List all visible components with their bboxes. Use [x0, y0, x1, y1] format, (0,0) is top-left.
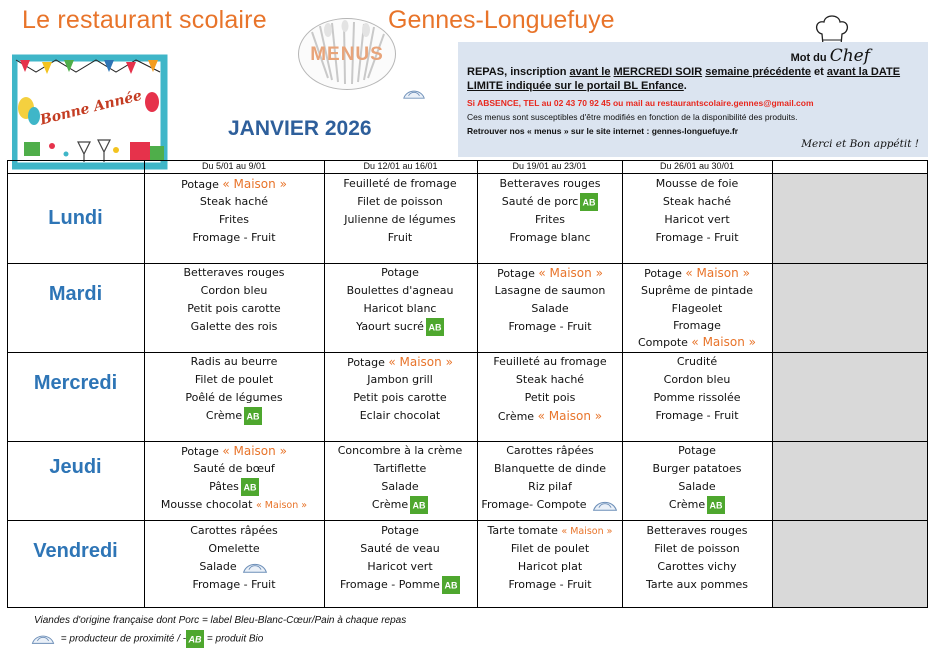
dish-line: Crème AB	[159, 407, 309, 425]
maison-tag: « Maison »	[538, 266, 603, 280]
reg-part-underlined: semaine précédente	[705, 66, 811, 78]
maison-tag: « Maison »	[537, 409, 603, 423]
dish-line: Boulettes d'agneau	[346, 284, 454, 297]
dish-line: Potage « Maison »	[181, 177, 287, 191]
grid-line	[772, 160, 773, 608]
day-jeudi: Jeudi	[49, 456, 102, 478]
local-producer-icon	[403, 87, 425, 100]
grid-line	[7, 607, 928, 608]
menu-vendredi-w4	[622, 522, 772, 594]
dish-line: Fromage - Pomme AB	[325, 576, 475, 594]
dish-line: Compote « Maison »	[638, 335, 756, 349]
dish-line: Sauté de veau	[360, 542, 440, 555]
ab-bio-icon	[186, 630, 204, 648]
merci-text: Merci et Bon appétit !	[801, 138, 919, 150]
ab-bio-icon	[707, 496, 725, 514]
svg-text:AB: AB	[188, 634, 202, 645]
dish-line: Steak haché	[515, 373, 585, 386]
bonne-annee-illustration	[12, 50, 170, 170]
menu-mardi-w1	[159, 264, 309, 336]
legend-local: = producteur de proximité	[58, 633, 175, 645]
dish-line: Sauté de bœuf	[193, 462, 275, 475]
logo-word: MENUS	[310, 44, 384, 65]
menu-jeudi-w4	[622, 442, 772, 514]
dish-line: Crème « Maison »	[497, 409, 603, 423]
dish-line: Potage « Maison »	[181, 444, 287, 458]
day-lundi: Lundi	[48, 207, 103, 229]
dish-line: Salade	[381, 480, 419, 493]
ab-bio-icon	[241, 478, 259, 496]
dish-line: Tarte aux pommes	[645, 578, 749, 591]
footer-legend	[30, 630, 263, 648]
dish-line: Carottes râpées	[506, 444, 594, 457]
reg-part: REPAS, inscription	[467, 66, 570, 78]
svg-text:AB: AB	[246, 411, 260, 422]
dish-line: Tarte tomate « Maison »	[487, 524, 613, 537]
legend-separator: / -	[174, 633, 187, 645]
dish-line: Fromage blanc	[509, 231, 591, 244]
menu-mardi-w4	[622, 264, 772, 350]
dish-line: Julienne de légumes	[344, 213, 456, 226]
dish-line: Fruit	[387, 231, 413, 244]
week-header-1: Du 5/01 au 9/01	[201, 161, 267, 171]
maison-tag: « Maison »	[561, 526, 613, 537]
dish-line: Jambon grill	[367, 373, 433, 386]
maison-tag: « Maison »	[691, 335, 756, 349]
dish-line: Poêlé de légumes	[185, 391, 283, 404]
maison-tag: « Maison »	[388, 355, 453, 369]
dish-line: Potage « Maison »	[644, 266, 750, 280]
website-text: Retrouver nos « menus » sur le site internet : gennes-longuefuye.fr	[467, 126, 739, 136]
dish-line: Betteraves rouges	[499, 177, 601, 190]
dish-line: Salade	[531, 302, 569, 315]
dish-line: Haricot plat	[517, 560, 583, 573]
dish-line: Suprême de pintade	[640, 284, 754, 297]
day-vendredi: Vendredi	[33, 540, 118, 562]
empty-grey-column	[772, 173, 928, 608]
registration-text	[467, 65, 922, 93]
dish-line: Potage	[678, 444, 716, 457]
menu-jeudi-w3	[475, 442, 625, 514]
ab-bio-icon	[580, 193, 598, 211]
grid-line	[7, 520, 928, 521]
dish-line: Omelette	[208, 542, 260, 555]
dish-line: Pâtes AB	[159, 478, 309, 496]
menu-jeudi-w2	[325, 442, 475, 514]
dish-line: Fromage	[673, 319, 721, 332]
svg-text:AB: AB	[428, 322, 442, 333]
reg-part: .	[683, 80, 687, 92]
title-town: Gennes-Longuefuye	[388, 6, 615, 34]
dish-line: Salade	[678, 480, 716, 493]
menu-mercredi-w3	[475, 353, 625, 425]
reg-part-underlined: avant le	[569, 66, 611, 78]
day-mardi: Mardi	[48, 283, 103, 305]
dish-line: Haricot vert	[664, 213, 730, 226]
dish-line: Fromage - Fruit	[508, 320, 592, 333]
menu-lundi-w4	[622, 175, 772, 247]
week-header-2: Du 12/01 au 16/01	[363, 161, 438, 171]
dish-line: Crudité	[676, 355, 718, 368]
dish-line: Fromage - Fruit	[192, 578, 276, 591]
svg-text:AB: AB	[444, 580, 458, 591]
dish-line: Cordon bleu	[200, 284, 268, 297]
menu-vendredi-w3	[475, 522, 625, 594]
dish-line: Mousse chocolat « Maison »	[160, 498, 308, 511]
dish-line: Carottes râpées	[190, 524, 278, 537]
grid-line	[7, 160, 928, 161]
dish-line: Mousse de foie	[655, 177, 739, 190]
dish-line: Steak haché	[199, 195, 269, 208]
absence-contact: Si ABSENCE, TEL au 02 43 70 92 45 ou mail au restaurantscolaire.gennes@gmail.com	[467, 98, 814, 108]
menu-mercredi-w2	[325, 353, 475, 425]
dish-line: Potage « Maison »	[497, 266, 603, 280]
reg-part: et	[810, 66, 827, 78]
local-producer-icon	[30, 632, 58, 646]
dish-line: Pomme rissolée	[653, 391, 741, 404]
notice-text: Ces menus sont susceptibles d'être modifiés en fonction de la disponibilité des produits.	[467, 112, 798, 122]
grid-line	[927, 160, 928, 608]
greeting-text: Bonne Année	[38, 87, 144, 129]
dish-line: Blanquette de dinde	[494, 462, 606, 475]
dish-line: Crème AB	[622, 496, 772, 514]
grid-line	[144, 160, 145, 608]
dish-line: Carottes vichy	[657, 560, 737, 573]
title-restaurant: Le restaurant scolaire	[22, 6, 267, 34]
dish-line: Lasagne de saumon	[494, 284, 606, 297]
dish-line: Frites	[535, 213, 565, 226]
svg-text:AB: AB	[412, 500, 426, 511]
maison-tag: « Maison »	[255, 500, 308, 511]
dish-line: Steak haché	[662, 195, 732, 208]
menu-jeudi-w1	[159, 442, 309, 514]
menus-cutlery-logo	[298, 18, 396, 90]
menu-mercredi-w1	[159, 353, 309, 425]
footer-meat-origin: Viandes d'origine française dont Porc = label Bleu-Blanc-Cœur/Pain à chaque repas	[34, 615, 407, 626]
maison-tag: « Maison »	[685, 266, 750, 280]
dish-line: Burger patatoes	[652, 462, 742, 475]
legend-bio: = produit Bio	[204, 633, 264, 645]
ab-bio-icon	[244, 407, 262, 425]
ab-bio-icon	[410, 496, 428, 514]
month-title: JANVIER 2026	[228, 117, 372, 140]
menu-lundi-w3	[475, 175, 625, 247]
local-producer-icon	[241, 560, 269, 574]
reg-part-underlined: avant la DATE LIMITE indiquée sur le portail BL Enfance	[467, 66, 901, 92]
dish-line: Cordon bleu	[663, 373, 731, 386]
week-header-3: Du 19/01 au 23/01	[512, 161, 587, 171]
local-producer-icon	[591, 498, 619, 512]
dish-line: Fromage - Fruit	[655, 231, 739, 244]
day-mercredi: Mercredi	[33, 372, 118, 394]
dish-line: Eclair chocolat	[359, 409, 441, 422]
dish-line: Concombre à la crème	[337, 444, 463, 457]
info-box	[458, 42, 928, 157]
menu-table	[7, 160, 928, 608]
menu-lundi-w1	[159, 175, 309, 247]
dish-line: Potage	[381, 524, 419, 537]
dish-line: Betteraves rouges	[646, 524, 748, 537]
dish-line: Frites	[219, 213, 249, 226]
chef-word: Chef	[829, 46, 870, 66]
dish-line: Filet de poulet	[510, 542, 590, 555]
dish-line: Galette des rois	[190, 320, 278, 333]
svg-text:AB: AB	[243, 482, 257, 493]
dish-line: Crème AB	[325, 496, 475, 514]
svg-text:AB: AB	[582, 197, 596, 208]
dish-line: Filet de poisson	[357, 195, 443, 208]
ab-bio-icon	[442, 576, 460, 594]
menu-mercredi-w4	[622, 353, 772, 425]
dish-line: Haricot blanc	[363, 302, 437, 315]
reg-part-underlined: MERCREDI SOIR	[613, 66, 703, 78]
maison-tag: « Maison »	[222, 177, 287, 191]
dish-line: Fromage - Fruit	[508, 578, 592, 591]
dish-line: Flageolet	[671, 302, 723, 315]
dish-line: Radis au beurre	[190, 355, 278, 368]
dish-line: Haricot vert	[367, 560, 433, 573]
chef-prefix: Mot du	[790, 52, 827, 64]
dish-line: Yaourt sucré AB	[325, 318, 475, 336]
dish-line: Petit pois carotte	[353, 391, 447, 404]
dish-line: Salade	[159, 558, 309, 576]
dish-line: Feuilleté au fromage	[493, 355, 607, 368]
dish-line: Fromage - Fruit	[192, 231, 276, 244]
menu-mardi-w2	[325, 264, 475, 336]
maison-tag: « Maison »	[222, 444, 287, 458]
dish-line: Filet de poisson	[654, 542, 740, 555]
week-header-4: Du 26/01 au 30/01	[659, 161, 735, 171]
dish-line: Fromage- Compote	[475, 496, 625, 514]
menu-vendredi-w2	[325, 522, 475, 594]
dish-line: Betteraves rouges	[183, 266, 285, 279]
grid-line	[7, 173, 928, 174]
dish-line: Fromage - Fruit	[655, 409, 739, 422]
dish-line: Riz pilaf	[528, 480, 572, 493]
dish-line: Potage « Maison »	[347, 355, 453, 369]
menu-vendredi-w1	[159, 522, 309, 594]
chef-heading	[791, 46, 870, 66]
ab-bio-icon	[426, 318, 444, 336]
svg-text:AB: AB	[709, 500, 723, 511]
dish-line: Filet de poulet	[194, 373, 274, 386]
dish-line: Potage	[381, 266, 419, 279]
dish-line: Petit pois carotte	[187, 302, 281, 315]
dish-line: Sauté de porc AB	[475, 193, 625, 211]
menu-lundi-w2	[325, 175, 475, 247]
dish-line: Tartiflette	[373, 462, 427, 475]
dish-line: Feuilleté de fromage	[343, 177, 457, 190]
dish-line: Petit pois	[524, 391, 576, 404]
menu-mardi-w3	[475, 264, 625, 336]
